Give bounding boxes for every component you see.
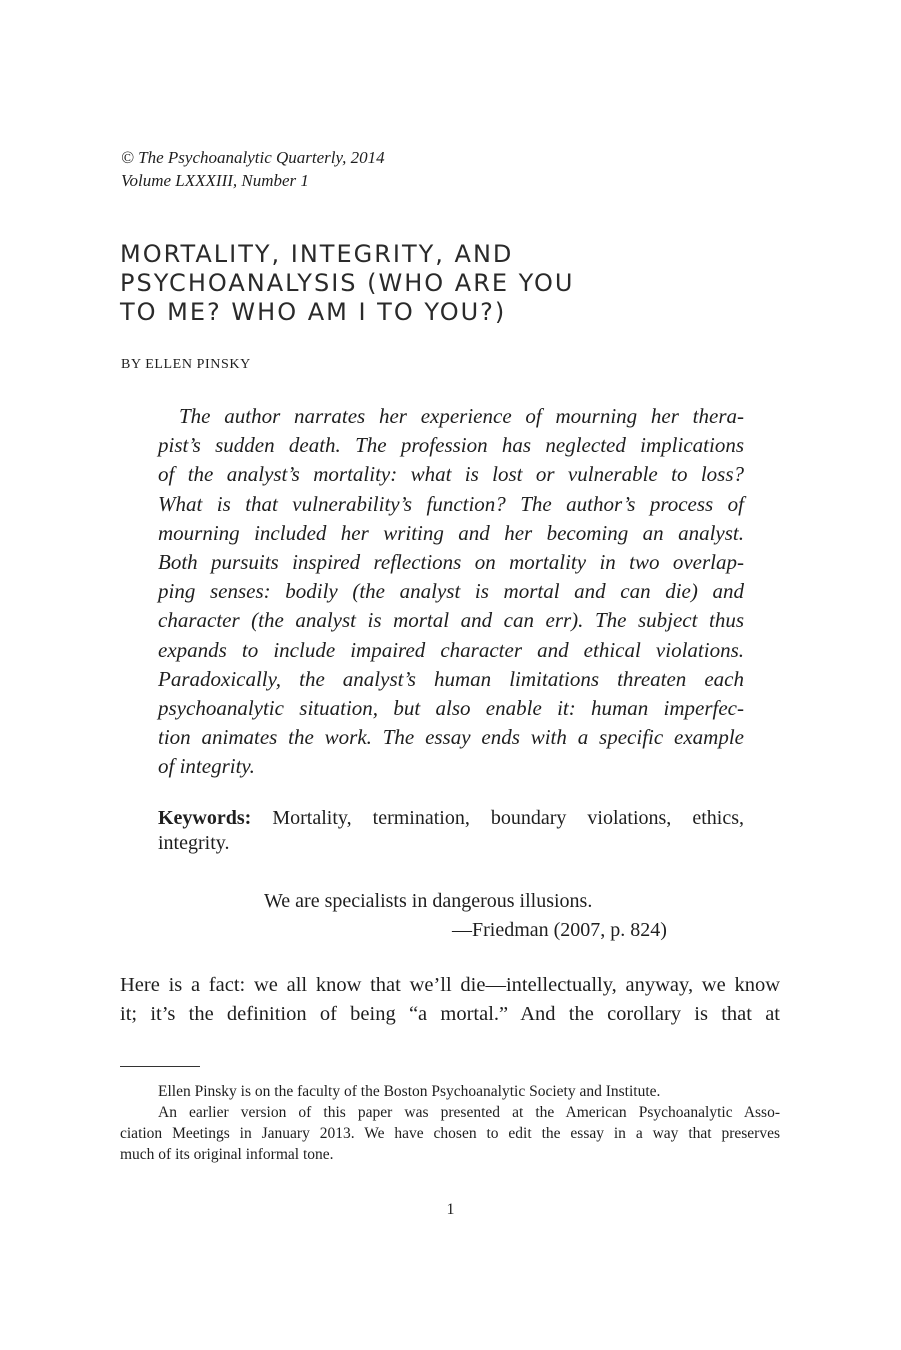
footnote-author: Ellen Pinsky is on the faculty of the Boston Psychoanalytic Society and Institute. [158, 1083, 661, 1100]
keywords-line [158, 806, 744, 831]
footnotes [120, 1081, 780, 1165]
abstract-line: Paradoxically, the analyst’s human limitations threaten each [158, 666, 744, 691]
abstract-line: expands to include impaired character and ethical violations. [158, 637, 744, 662]
abstract-line: psychoanalytic situation, but also enable it: human imperfec- [158, 696, 744, 721]
body-paragraph [120, 971, 780, 1028]
keywords-list: Mortality, termination, boundary violations, ethics, [251, 807, 744, 829]
footnote-rule [120, 1066, 200, 1067]
keywords-line: integrity. [158, 832, 230, 854]
title-line: TO ME? WHO AM I TO YOU?) [120, 298, 507, 326]
author-byline: BY ELLEN PINSKY [121, 357, 251, 372]
footnote-line: ciation Meetings in January 2013. We have chosen to edit the essay in a way that preserves [120, 1125, 780, 1142]
title-line: PSYCHOANALYSIS (WHO ARE YOU [120, 269, 575, 297]
article-title [120, 240, 740, 327]
body-line: it; it’s the definition of being “a mortal.” And the corollary is that at [120, 1002, 780, 1025]
epigraph-quote: We are specialists in dangerous illusions. [264, 890, 593, 912]
page-number: 1 [446, 1201, 455, 1218]
journal-header [121, 146, 385, 192]
abstract [158, 402, 744, 782]
volume-line: Volume LXXXIII, Number 1 [121, 171, 309, 190]
keywords [158, 806, 744, 856]
title-line: MORTALITY, INTEGRITY, AND [120, 240, 514, 268]
abstract-line: ping senses: bodily (the analyst is mortal and can die) and [158, 579, 744, 604]
footnote-line: much of its original informal tone. [120, 1146, 334, 1163]
abstract-line: mourning included her writing and her becoming an analyst. [158, 520, 744, 545]
abstract-line: tion animates the work. The essay ends with a specific example [158, 725, 744, 750]
abstract-line: of integrity. [158, 754, 255, 779]
keywords-label: Keywords: [158, 807, 252, 829]
epigraph-source: —Friedman (2007, p. 824) [452, 919, 667, 941]
abstract-line: Both pursuits inspired reflections on mortality in two overlap- [158, 550, 744, 575]
abstract-line: The author narrates her experience of mourning her thera- [179, 404, 744, 428]
abstract-line: What is that vulnerability’s function? The author’s process of [158, 491, 744, 516]
footnote-line: An earlier version of this paper was presented at the American Psychoanalytic Asso- [158, 1104, 780, 1121]
body-line: Here is a fact: we all know that we’ll die—intellectually, anyway, we know [120, 974, 780, 996]
abstract-line: pist’s sudden death. The profession has neglected implications [158, 433, 744, 458]
abstract-line: of the analyst’s mortality: what is lost or vulnerable to loss? [158, 462, 744, 487]
abstract-line: character (the analyst is mortal and can err). The subject thus [158, 608, 744, 633]
copyright-line: © The Psychoanalytic Quarterly, 2014 [121, 148, 385, 167]
